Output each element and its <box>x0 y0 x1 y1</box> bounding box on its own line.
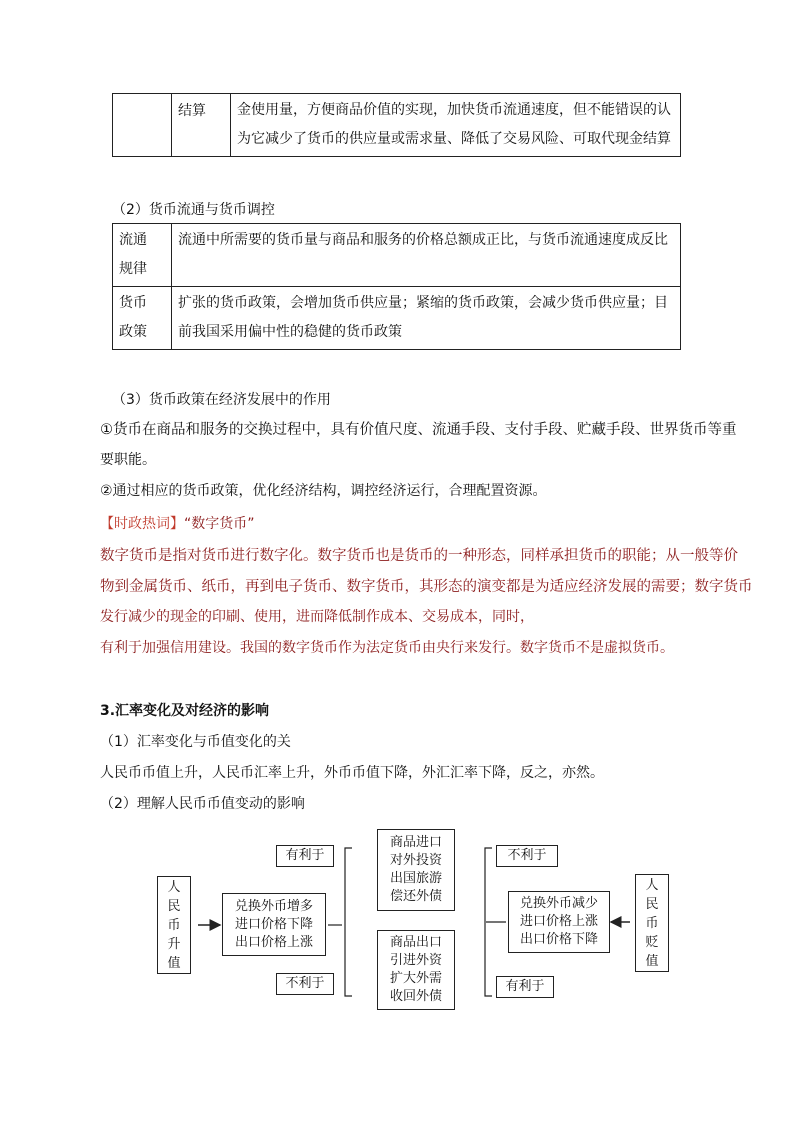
unfavorable-left-box: 不利于 <box>276 973 334 995</box>
subheading: （1）汇率变化与币值变化的关 <box>100 734 291 750</box>
cell-line: 前我国采用偏中性的稳健的货币政策 <box>178 324 402 340</box>
cell-line: 流通 <box>119 232 147 248</box>
cell-line: 扩张的货币政策，会增加货币供应量；紧缩的货币政策，会减少货币供应量；目 <box>178 295 668 311</box>
hot-term-label: 【时政热词】 <box>100 516 184 532</box>
rmb-appreciation-box <box>157 876 191 974</box>
box-char: 民 <box>645 896 659 912</box>
depreciation-effects-box <box>508 891 610 953</box>
box-line: 引进外资 <box>389 953 442 968</box>
favorable-left-box: 有利于 <box>276 845 334 867</box>
box-char: 民 <box>167 898 181 914</box>
box-line: 对外投资 <box>389 853 442 868</box>
box-char: 值 <box>167 955 181 971</box>
box-char: 人 <box>645 877 659 893</box>
paragraph-line: ①货币在商品和服务的交换过程中，具有价值尺度、流通手段、支付手段、贮藏手段、世界货币等重 <box>100 422 737 438</box>
hot-paragraph-line: 发行减少的现金的印刷、使用，进而降低制作成本、交易成本，同时， <box>100 609 534 625</box>
box-line: 偿还外债 <box>389 889 442 904</box>
cell-line: 政策 <box>119 324 147 340</box>
export-investment-box <box>377 930 455 1010</box>
import-investment-box <box>377 829 455 911</box>
box-char: 币 <box>167 917 181 933</box>
box-char: 贬 <box>645 934 659 950</box>
table-cell-settlement: 结算 <box>172 94 231 157</box>
cell-line: 货币 <box>119 295 147 311</box>
box-line: 兑换外币减少 <box>519 896 598 911</box>
cell-line: 规律 <box>119 261 147 277</box>
box-line: 出口价格上涨 <box>234 934 313 950</box>
hot-term-word: “数字货币” <box>184 516 255 532</box>
box-char: 升 <box>167 936 181 952</box>
box-line: 兑换外币增多 <box>234 898 313 914</box>
subheading: （2）理解人民币币值变动的影响 <box>100 796 305 812</box>
hot-paragraph-line: 数字货币是指对货币进行数字化。数字货币也是货币的一种形态，同样承担货币的职能；从一般等价 <box>100 548 738 564</box>
section-heading-policy-role: （3）货币政策在经济发展中的作用 <box>112 392 331 408</box>
bracket-left <box>345 848 352 996</box>
box-line: 进口价格上涨 <box>519 914 598 929</box>
paragraph-line: 人民币币值上升，人民币汇率上升，外币币值下降，外汇汇率下降，反之，亦然。 <box>100 765 604 781</box>
box-line: 出口价格下降 <box>519 932 598 947</box>
box-line: 扩大外需 <box>389 971 442 986</box>
box-char: 值 <box>645 953 659 969</box>
appreciation-effects-box <box>222 893 326 956</box>
hot-paragraph-line: 有利于加强信用建设。我国的数字货币作为法定货币由央行来发行。数字货币不是虚拟货币。 <box>100 640 674 656</box>
part-title: 3.汇率变化及对经济的影响 <box>100 703 270 719</box>
hot-paragraph-line: 物到金属货币、纸币，再到电子货币、数字货币，其形态的演变都是为适应经济发展的需要；数字货币 <box>100 579 753 595</box>
favorable-right-box: 有利于 <box>496 976 554 998</box>
cell-line: 流通中所需要的货币量与商品和服务的价格总额成正比，与货币流通速度成反比 <box>178 232 668 248</box>
cell-line: 金使用量，方便商品价值的实现，加快货币流通速度，但不能错误的认 <box>237 102 671 118</box>
box-char: 币 <box>645 915 659 931</box>
cell-line: 为它减少了货币的供应量或需求量、降低了交易风险、可取代现金结算 <box>237 131 671 147</box>
box-line: 进口价格下降 <box>234 916 313 932</box>
paragraph-line: 要职能。 <box>100 452 156 468</box>
box-line: 商品进口 <box>389 835 442 850</box>
box-line: 收回外债 <box>389 989 442 1004</box>
unfavorable-right-box: 不利于 <box>496 845 558 867</box>
section-heading-circulation: （2）货币流通与货币调控 <box>112 202 275 218</box>
rmb-depreciation-box <box>635 874 669 972</box>
box-line: 出国旅游 <box>389 871 442 886</box>
box-char: 人 <box>167 879 181 895</box>
box-line: 商品出口 <box>389 935 442 950</box>
paragraph-line: ②通过相应的货币政策，优化经济结构，调控经济运行，合理配置资源。 <box>100 483 547 499</box>
